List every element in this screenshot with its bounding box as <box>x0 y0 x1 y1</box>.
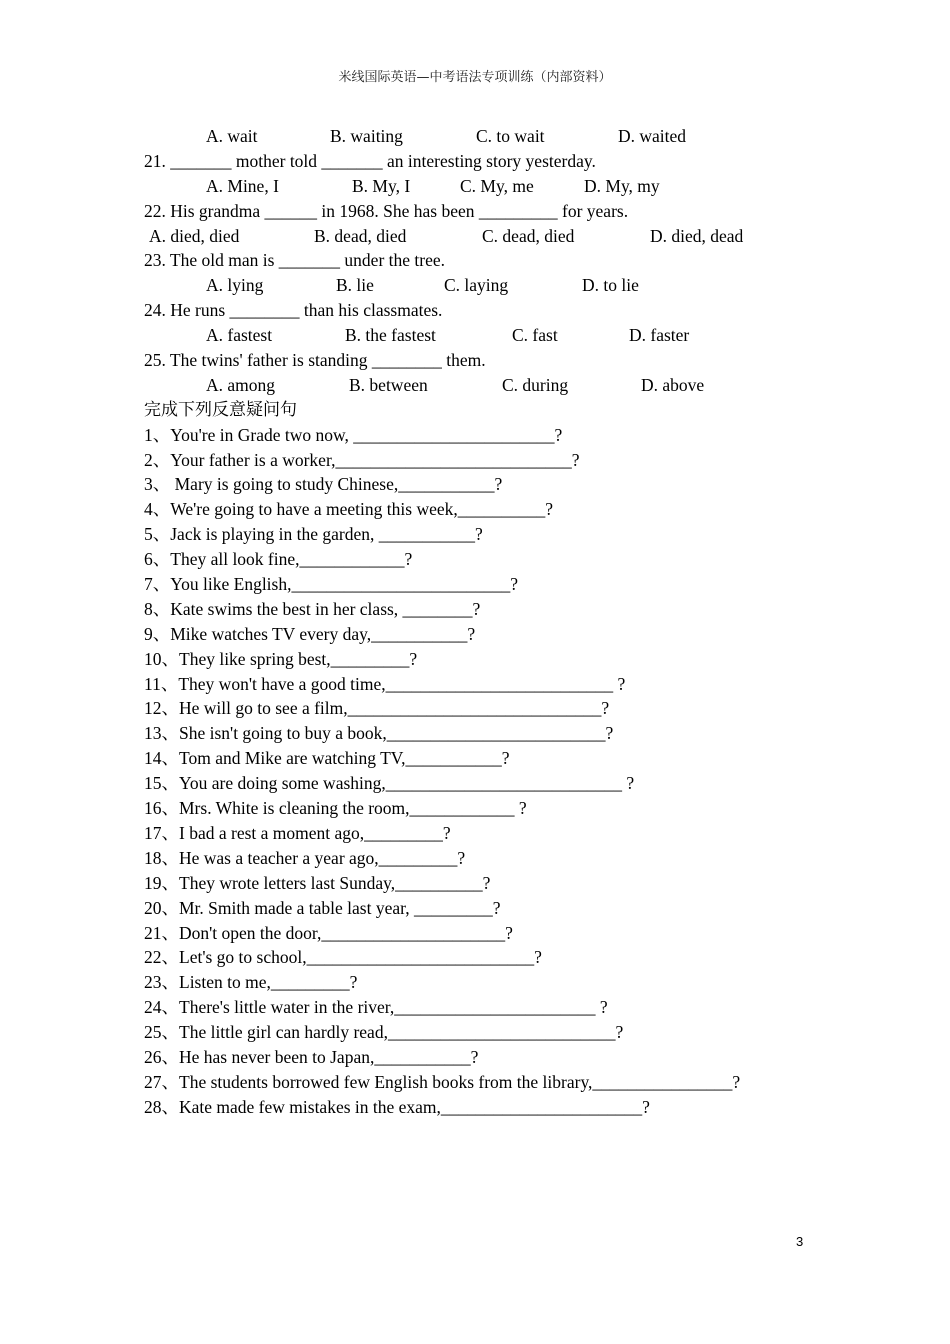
mc-options-23 <box>144 273 844 298</box>
option-c: C. to wait <box>476 126 545 146</box>
option-d: D. waited <box>618 126 687 146</box>
tag-question: 7、You like English,_________________________? <box>144 574 518 595</box>
mc-question-21: 21. _______ mother told _______ an interesting story yesterday. <box>144 150 596 171</box>
tag-question: 3、 Mary is going to study Chinese,___________? <box>144 474 503 495</box>
option-c: C. dead, died <box>482 225 575 246</box>
section-title: 完成下列反意疑问句 <box>144 399 297 420</box>
tag-question: 5、Jack is playing in the garden, ___________? <box>144 524 483 545</box>
tag-question: 18、He was a teacher a year ago,_________? <box>144 847 466 868</box>
tag-question: 25、The little girl can hardly read,__________________________? <box>144 1022 624 1043</box>
mc-options-21 <box>144 174 844 199</box>
option-b: B. waiting <box>330 126 403 146</box>
mc-question-23: 23. The old man is _______ under the tree. <box>144 250 446 271</box>
tag-question: 26、He has never been to Japan,___________? <box>144 1046 479 1067</box>
mc-question-25: 25. The twins' father is standing ________ them. <box>144 350 486 371</box>
tag-question: 12、He will go to see a film,_____________________________? <box>144 698 610 719</box>
option-a: A. Mine, I <box>206 175 279 196</box>
tag-question-list <box>144 423 844 1120</box>
option-d: D. My, my <box>584 175 660 196</box>
tag-question: 6、They all look fine,____________? <box>144 549 413 570</box>
tag-question: 24、There's little water in the river,_______________________ ? <box>144 997 608 1018</box>
option-c: C. laying <box>444 275 509 296</box>
option-b: B. between <box>349 374 428 395</box>
option-a: A. wait <box>206 126 258 146</box>
tag-question: 17、I bad a rest a moment ago,_________? <box>144 822 451 843</box>
option-a: A. lying <box>206 275 264 296</box>
tag-question: 27、The students borrowed few English books from the library,________________? <box>144 1071 741 1092</box>
tag-question: 1、You're in Grade two now, _______________________? <box>144 424 563 445</box>
mc-question-24: 24. He runs ________ than his classmates. <box>144 300 443 321</box>
mc-question-22: 22. His grandma ______ in 1968. She has been _________ for years. <box>144 200 629 221</box>
tag-question: 23、Listen to me,_________? <box>144 972 358 993</box>
worksheet-content <box>144 124 844 1120</box>
tag-question: 20、Mr. Smith made a table last year, _________? <box>144 897 501 918</box>
mc-options-20 <box>144 124 844 149</box>
option-c: C. during <box>502 374 569 395</box>
option-b: B. lie <box>336 275 374 296</box>
option-b: B. the fastest <box>345 325 436 346</box>
tag-question: 22、Let's go to school,__________________________? <box>144 947 542 968</box>
tag-question: 19、They wrote letters last Sunday,__________? <box>144 872 491 893</box>
tag-question: 21、Don't open the door,_____________________? <box>144 922 513 943</box>
page-number: 3 <box>796 1234 804 1249</box>
tag-question: 11、They won't have a good time,__________________________ ? <box>144 673 626 694</box>
option-a: A. died, died <box>149 225 240 246</box>
tag-question: 9、Mike watches TV every day,___________? <box>144 623 476 644</box>
tag-question: 8、Kate swims the best in her class, ________? <box>144 598 481 619</box>
option-c: C. My, me <box>460 175 534 196</box>
option-c: C. fast <box>512 325 558 346</box>
option-b: B. My, I <box>352 175 411 196</box>
option-d: D. to lie <box>582 275 639 296</box>
tag-question: 14、Tom and Mike are watching TV,___________? <box>144 748 510 769</box>
tag-question: 28、Kate made few mistakes in the exam,_______________________? <box>144 1096 650 1117</box>
option-d: D. died, dead <box>650 225 744 246</box>
tag-question: 13、She isn't going to buy a book,_________________________? <box>144 723 614 744</box>
tag-question: 16、Mrs. White is cleaning the room,____________ ? <box>144 798 527 819</box>
option-b: B. dead, died <box>314 225 407 246</box>
tag-question: 10、They like spring best,_________? <box>144 648 418 669</box>
tag-question: 2、Your father is a worker,___________________________? <box>144 449 580 470</box>
option-a: A. among <box>206 374 276 395</box>
mc-options-22 <box>144 224 844 249</box>
option-d: D. above <box>641 374 705 395</box>
option-a: A. fastest <box>206 325 273 346</box>
tag-question: 4、We're going to have a meeting this week,__________? <box>144 499 554 520</box>
mc-options-25 <box>144 373 844 398</box>
option-d: D. faster <box>629 325 690 346</box>
tag-question: 15、You are doing some washing,___________________________ ? <box>144 773 635 794</box>
page-header: 米线国际英语—中考语法专项训练（内部资料） <box>338 70 612 85</box>
mc-options-24 <box>144 323 844 348</box>
